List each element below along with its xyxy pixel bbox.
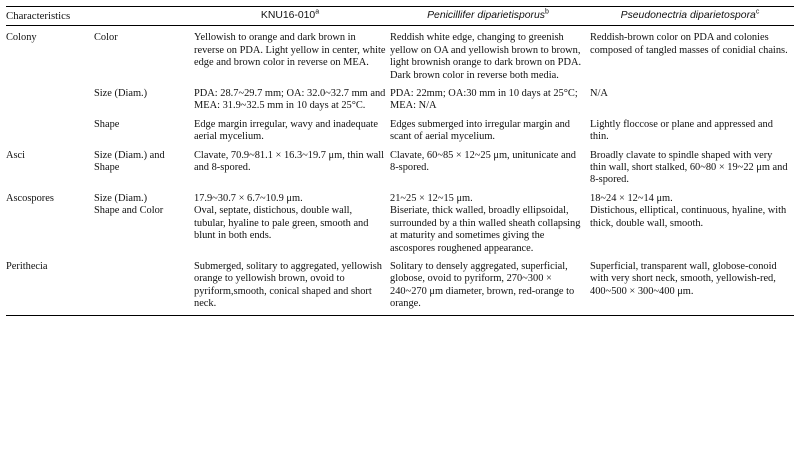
header-row [6, 7, 794, 26]
value-cell: Reddish white edge, changing to greenish yellow on OA and yellowish brown to brown, light brownish orange to dark brown on PDA. Dark brown color in reverse both media. [390, 32, 582, 81]
trait-cell: Size (Diam.) and Shape [94, 149, 165, 174]
table-row-ascospores-size [6, 187, 794, 205]
characteristics-table-container [6, 6, 794, 316]
group-cell: Perithecia [6, 255, 94, 315]
table-row-perithecia [6, 255, 794, 315]
header-species-penicillifer [390, 7, 590, 26]
value-cell: Oval, septate, distichous, double wall, tubular, hyaline to pale green, smooth and blunt in both ends. [194, 205, 369, 242]
value-cell: Clavate, 70.9~81.1 × 16.3~19.7 μm, thin wall and 8-spored. [194, 149, 385, 174]
value-cell: Lightly floccose or plane and appressed and thin. [590, 118, 773, 143]
group-cell [6, 205, 94, 255]
table-row-colony-shape [6, 113, 794, 144]
value-cell: Solitary to densely aggregated, superficial, globose, ovoid to pyriform, 270~300 × 240~270 μm diameter, brown, red-orange to orange. [390, 255, 590, 315]
species-name: Penicillifer diparietisporus [427, 10, 545, 21]
value-cell: N/A [590, 88, 608, 100]
species-footnote: c [755, 8, 760, 16]
species-name: KNU16-010 [260, 10, 316, 21]
value-cell: Distichous, elliptical, continuous, hyaline, with thick, double wall, smooth. [590, 205, 787, 229]
header-characteristics: Characteristics [6, 7, 194, 26]
table-row-colony-size [6, 82, 794, 113]
value-cell: Broadly clavate to spindle shaped with very thin wall, short stalked, 60~80 × 19~22 μm and 8-spored. [590, 149, 788, 186]
trait-cell [94, 255, 194, 315]
value-cell: Biseriate, thick walled, broadly ellipsoidal, surrounded by a thin walled sheath collapsing at maturity and sometimes giving the ascospores roughened appearance. [390, 205, 581, 254]
species-footnote: b [544, 8, 549, 16]
value-cell: Submerged, solitary to aggregated, yellowish orange to yellowish brown, ovoid to pyriform,smooth, conical shaped and short neck. [194, 255, 390, 315]
table-row-colony-color [6, 26, 794, 82]
characteristics-table [6, 6, 794, 316]
value-cell: 18~24 × 12~14 μm. [590, 192, 673, 204]
trait-cell: Size (Diam.) [94, 192, 148, 204]
header-species-knu [194, 7, 390, 26]
trait-cell: Color [94, 32, 118, 44]
group-cell: Asci [6, 149, 26, 161]
value-cell: Reddish-brown color on PDA and colonies composed of tangled masses of conidial chains. [590, 32, 788, 56]
trait-cell: Shape [94, 118, 120, 130]
value-cell: PDA: 28.7~29.7 mm; OA: 32.0~32.7 mm and MEA: 31.9~32.5 mm in 10 days at 25°C. [194, 88, 386, 112]
value-cell: Clavate, 60~85 × 12~25 μm, unitunicate and 8-spored. [390, 149, 577, 174]
species-name: Pseudonectria diparietospora [620, 10, 756, 21]
group-cell: Colony [6, 32, 37, 44]
value-cell: Edges submerged into irregular margin and scant of aerial mycelium. [390, 118, 570, 143]
table-row-ascospores-shape [6, 205, 794, 255]
group-cell [6, 82, 94, 113]
header-species-pseudonectria [590, 7, 794, 26]
value-cell: Yellowish to orange and dark brown in reverse on PDA. Light yellow in center, white edge and brown color in reverse on MEA. [194, 32, 386, 69]
trait-cell: Size (Diam.) [94, 88, 148, 100]
value-cell: 21~25 × 12~15 μm. [390, 192, 473, 204]
value-cell: 17.9~30.7 × 6.7~10.9 μm. [194, 192, 303, 204]
species-footnote: a [315, 8, 320, 16]
group-cell: Ascospores [6, 192, 54, 204]
trait-cell: Shape and Color [94, 205, 164, 217]
value-cell: Superficial, transparent wall, globose-conoid with very short neck, smooth, yellowish-red, 400~500 × 300~400 μm. [590, 255, 794, 315]
group-cell [6, 113, 94, 144]
value-cell: PDA: 22mm; OA:30 mm in 10 days at 25°C; MEA: N/A [390, 88, 578, 112]
value-cell: Edge margin irregular, wavy and inadequate aerial mycelium. [194, 118, 379, 143]
table-row-asci [6, 144, 794, 187]
